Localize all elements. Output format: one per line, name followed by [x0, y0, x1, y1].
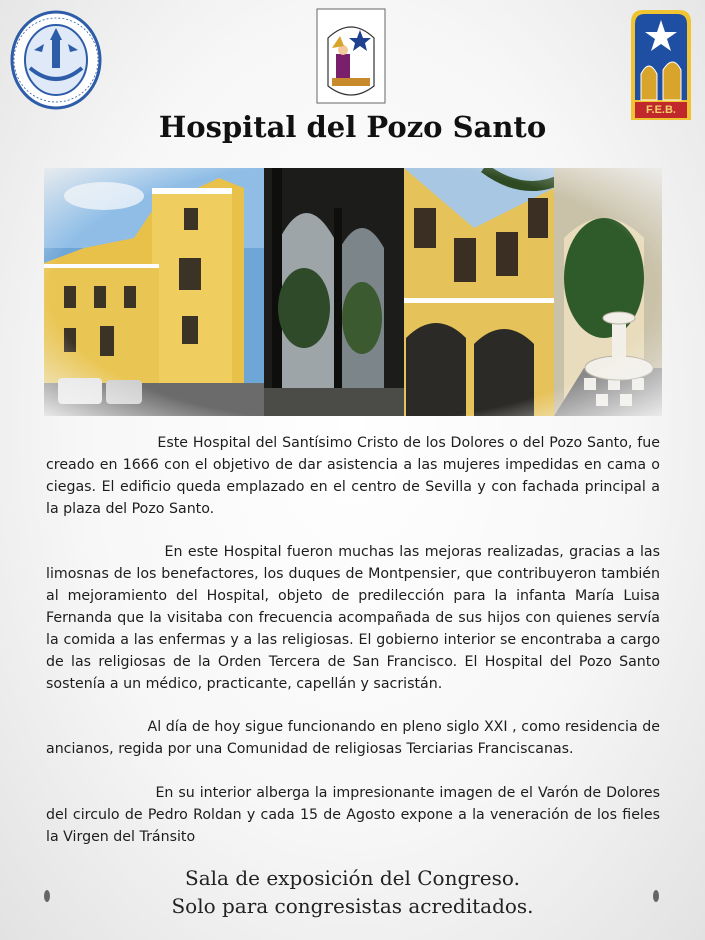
paragraph-improvements: En este Hospital fueron muchas las mejoras realizadas, gracias a las limosnas de los benefactores, los duques de Montpensier, que contribuyeron también al mejoramiento del Hospital, objeto de predilección para la infanta María Luisa Fernanda que la visitaba con frecuencia acompañada de sus hijos con quienes servía la comida a las enfermas y a las religiosas. El gobierno interior se encontraba a cargo de las religiosas de la Orden Tercera de San Francisco. El Hospital del Pozo Santo sostenía a un médico, practicante, capellán y sacristán. — [46, 544, 660, 692]
paragraph-interior: En su interior alberga la impresionante imagen de el Varón de Dolores del circulo de Pedro Roldan y cada 15 de Agosto expone a la veneración de los fieles la Virgen del Tránsito — [46, 785, 660, 845]
footer-line-1: Sala de exposición del Congreso. — [185, 866, 520, 890]
feb-logo — [629, 8, 693, 122]
page-title: Hospital del Pozo Santo — [158, 110, 547, 144]
footer-line-2: Solo para congresistas acreditados. — [171, 894, 534, 918]
belenistas-sevilla-logo — [316, 8, 386, 104]
feb-logo-text: F.E.B. — [646, 104, 676, 116]
asociacion-seal-logo — [10, 10, 102, 110]
paragraph-history: Este Hospital del Santísimo Cristo de los Dolores o del Pozo Santo, fue creado en 1666 con el objetivo de dar asistencia a las mujeres impedidas en cama o ciegas. El edificio queda emplazado en el centro de Sevilla y con fachada principal a la plaza del Pozo Santo. — [46, 435, 660, 517]
hospital-photo-collage — [44, 168, 662, 416]
paragraph-today: Al día de hoy sigue funcionando en pleno siglo XXI , como residencia de ancianos, regida por una Comunidad de religiosas Terciarias Franciscanas. — [46, 719, 660, 757]
